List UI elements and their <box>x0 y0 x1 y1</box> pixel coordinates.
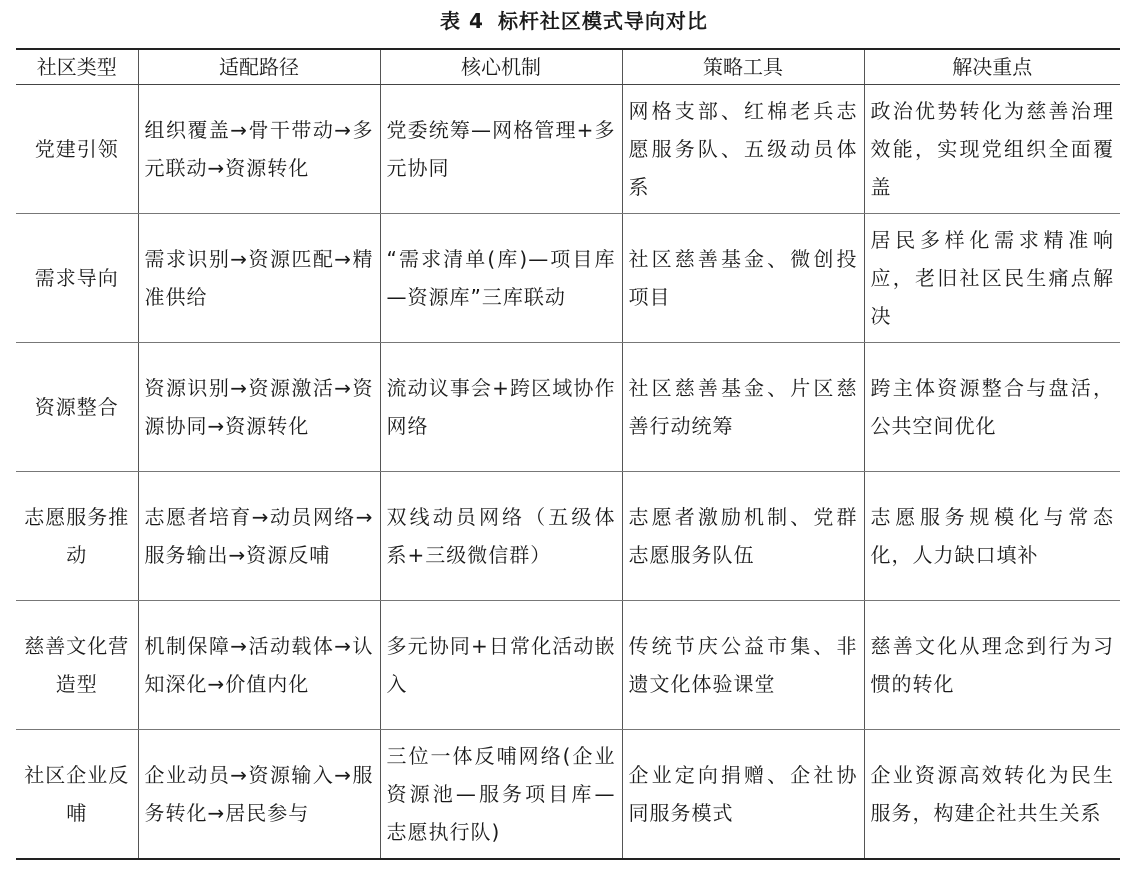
comparison-table <box>16 48 1120 860</box>
cell-adaptation-path: 组织覆盖→骨干带动→多元联动→资源转化 <box>138 85 380 214</box>
cell-adaptation-path: 需求识别→资源匹配→精准供给 <box>138 214 380 343</box>
cell-adaptation-path: 企业动员→资源输入→服务转化→居民参与 <box>138 730 380 860</box>
header-core-mechanism: 核心机制 <box>380 49 622 85</box>
table-row <box>16 472 1120 601</box>
table-body <box>16 85 1120 860</box>
cell-focus: 志愿服务规模化与常态化，人力缺口填补 <box>864 472 1120 601</box>
cell-strategy-tools: 企业定向捐赠、企社协同服务模式 <box>622 730 864 860</box>
cell-community-type: 资源整合 <box>16 343 138 472</box>
table-caption <box>0 6 1148 36</box>
cell-core-mechanism: 三位一体反哺网络(企业资源池—服务项目库—志愿执行队) <box>380 730 622 860</box>
cell-core-mechanism: “需求清单(库)—项目库—资源库”三库联动 <box>380 214 622 343</box>
cell-focus: 企业资源高效转化为民生服务，构建企社共生关系 <box>864 730 1120 860</box>
cell-community-type: 需求导向 <box>16 214 138 343</box>
header-row <box>16 49 1120 85</box>
header-adaptation-path: 适配路径 <box>138 49 380 85</box>
cell-strategy-tools: 志愿者激励机制、党群志愿服务队伍 <box>622 472 864 601</box>
cell-strategy-tools: 网格支部、红棉老兵志愿服务队、五级动员体系 <box>622 85 864 214</box>
cell-community-type: 社区企业反哺 <box>16 730 138 860</box>
cell-core-mechanism: 流动议事会+跨区域协作网络 <box>380 343 622 472</box>
table-row <box>16 85 1120 214</box>
cell-core-mechanism: 多元协同+日常化活动嵌入 <box>380 601 622 730</box>
table-header <box>16 49 1120 85</box>
table-row <box>16 730 1120 860</box>
cell-adaptation-path: 机制保障→活动载体→认知深化→价值内化 <box>138 601 380 730</box>
cell-strategy-tools: 传统节庆公益市集、非遗文化体验课堂 <box>622 601 864 730</box>
table-row <box>16 214 1120 343</box>
cell-focus: 跨主体资源整合与盘活，公共空间优化 <box>864 343 1120 472</box>
table-row <box>16 343 1120 472</box>
cell-adaptation-path: 资源识别→资源激活→资源协同→资源转化 <box>138 343 380 472</box>
cell-core-mechanism: 双线动员网络（五级体系+三级微信群） <box>380 472 622 601</box>
cell-core-mechanism: 党委统筹—网格管理+多元协同 <box>380 85 622 214</box>
cell-focus: 慈善文化从理念到行为习惯的转化 <box>864 601 1120 730</box>
table-row <box>16 601 1120 730</box>
table-title: 标杆社区模式导向对比 <box>497 9 708 33</box>
cell-focus: 居民多样化需求精准响应，老旧社区民生痛点解决 <box>864 214 1120 343</box>
cell-adaptation-path: 志愿者培育→动员网络→服务输出→资源反哺 <box>138 472 380 601</box>
cell-strategy-tools: 社区慈善基金、片区慈善行动统筹 <box>622 343 864 472</box>
cell-community-type: 志愿服务推动 <box>16 472 138 601</box>
cell-community-type: 党建引领 <box>16 85 138 214</box>
cell-focus: 政治优势转化为慈善治理效能，实现党组织全面覆盖 <box>864 85 1120 214</box>
header-community-type: 社区类型 <box>16 49 138 85</box>
cell-community-type: 慈善文化营造型 <box>16 601 138 730</box>
header-strategy-tools: 策略工具 <box>622 49 864 85</box>
header-focus: 解决重点 <box>864 49 1120 85</box>
cell-strategy-tools: 社区慈善基金、微创投项目 <box>622 214 864 343</box>
table-number: 表 4 <box>440 9 484 33</box>
